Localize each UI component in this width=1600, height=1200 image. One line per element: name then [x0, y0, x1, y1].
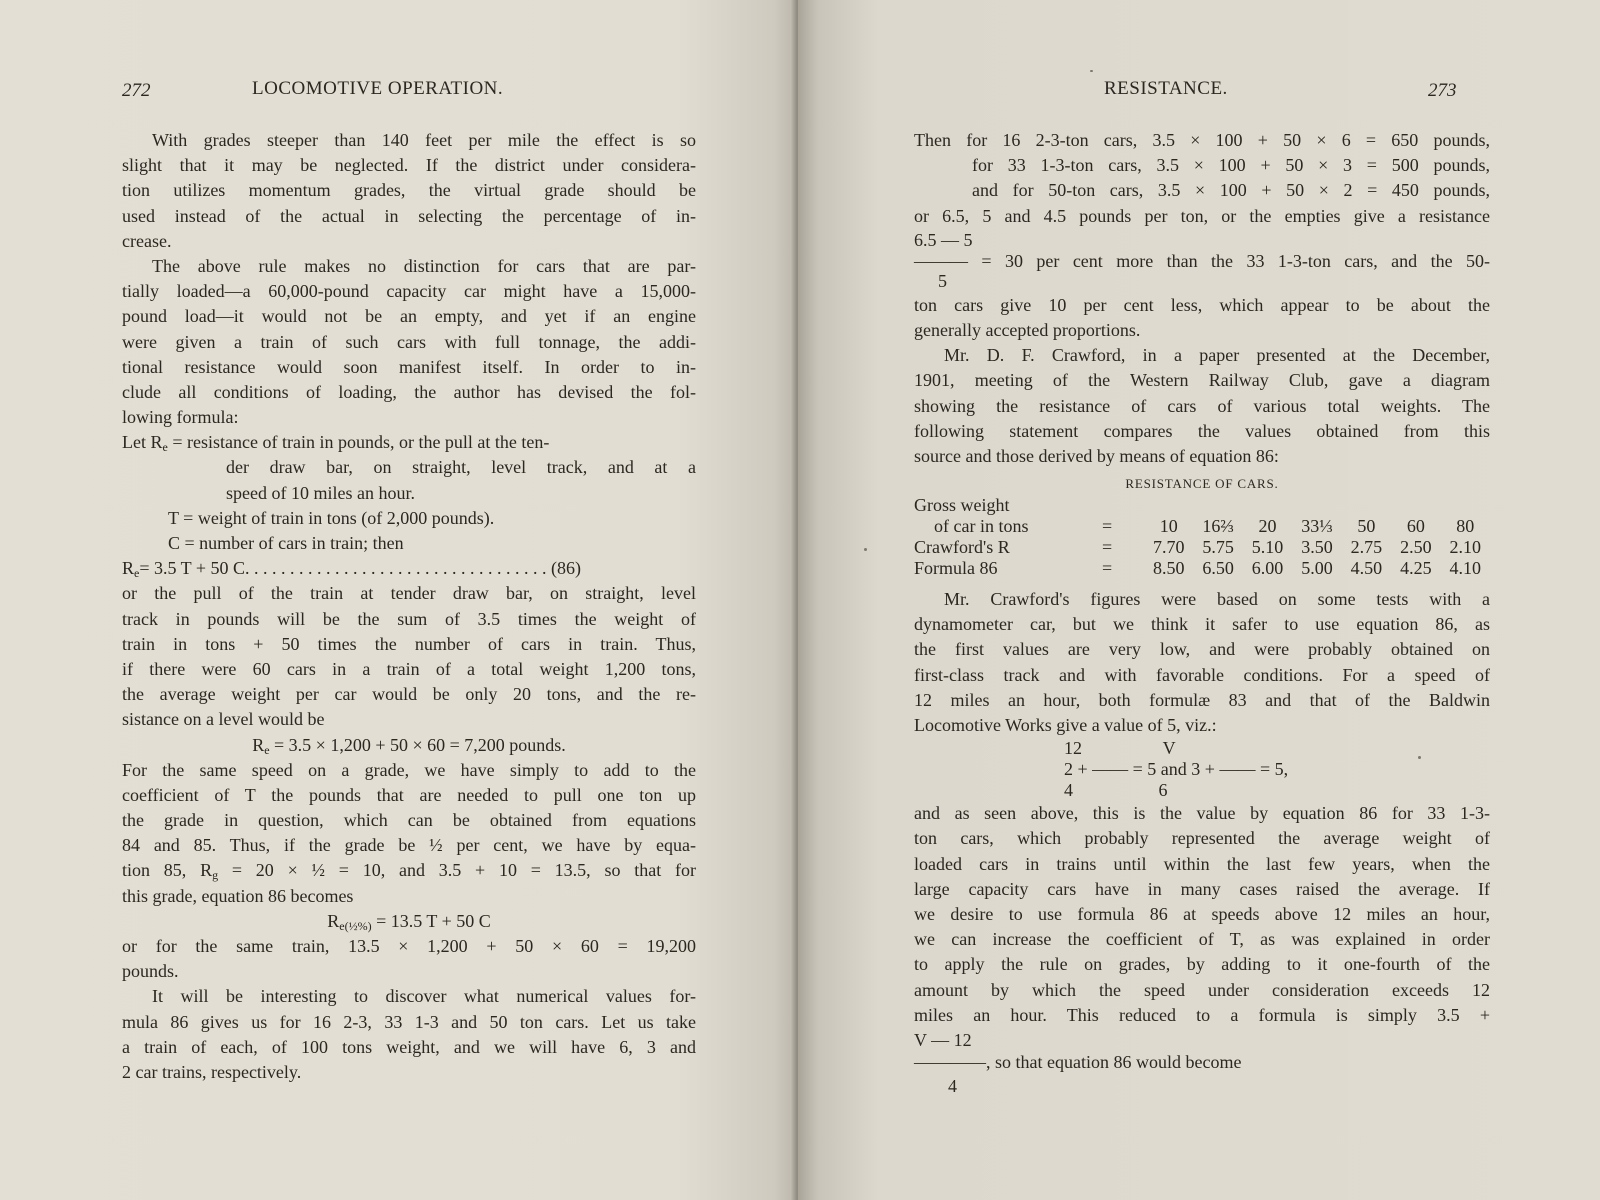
definition-c: C = number of cars in train; then: [168, 533, 404, 553]
table-cell-crawford: 2.10: [1449, 537, 1482, 558]
speed-formula: [914, 738, 1490, 801]
text-line: Then for 16 2-3-ton cars, 3.5 × 100 + 50 × 6 = 650 pounds,: [914, 130, 1490, 150]
text-line: speed of 10 miles an hour.: [226, 482, 415, 503]
text-line: ton cars give 10 per cent less, which appear to be about the: [914, 294, 1490, 315]
text-line: to apply the rule on grades, by adding to it one-fourth of the: [914, 954, 1490, 975]
text-line: a train of each, of 100 tons weight, and we will have 6, 3 and: [122, 1036, 696, 1057]
page-number-left: 272: [122, 80, 151, 101]
text-line: sistance on a level would be: [122, 709, 325, 730]
text-line: generally accepted proportions.: [914, 319, 1141, 340]
table-cell-crawford: 2.50: [1400, 537, 1432, 558]
text-line: large capacity cars have in many cases raised the average. If: [914, 878, 1490, 899]
equation-grade: $R_{e(\frac{1}{2}\%)} = 13.5$ T + 50 C: [327, 910, 491, 933]
paper-speck: [1090, 70, 1093, 72]
text-line: loaded cars in trains until within the last few years, when the: [914, 853, 1490, 874]
text-line: clude all conditions of loading, the author has devised the fol-: [122, 381, 696, 402]
text-line: were given a train of such cars with full tonnage, the addi-: [122, 331, 696, 352]
text-line: or for the same train, 13.5 × 1,200 + 50 × 60 = 19,200: [122, 936, 696, 956]
definition-re: Let $R_e$ = resistance of train in pounds, or the pull at the ten-: [122, 432, 550, 455]
table-label: of car in tons: [934, 516, 1029, 537]
table-cell-crawford: 7.70: [1152, 537, 1185, 558]
text-line: Mr. Crawford's figures were based on some tests with a: [944, 589, 1490, 610]
text-line: slight that it may be neglected. If the district under considera-: [122, 155, 696, 176]
text-line: tially loaded—a 60,000-pound capacity car might have a 15,000-: [122, 281, 696, 302]
text-line: coefficient of T the pounds that are needed to pull one ton up: [122, 784, 696, 805]
text-line: source and those derived by means of equation 86:: [914, 445, 1279, 466]
table-cell-crawford: 3.50: [1301, 537, 1333, 558]
table-title: RESISTANCE OF CARS.: [1125, 476, 1279, 492]
table-cell-weight: 80: [1456, 516, 1475, 537]
table-label: Crawford's R: [914, 537, 1010, 558]
table-cell-weight: 50: [1357, 516, 1376, 537]
text-line: For the same speed on a grade, we have simply to add to the: [122, 759, 696, 780]
fraction-numerator: 6.5 — 5: [914, 229, 973, 250]
table-cell-formula86: 4.50: [1350, 558, 1383, 579]
table-cell-formula86: 8.50: [1152, 558, 1185, 579]
running-head-left: LOCOMOTIVE OPERATION.: [252, 78, 504, 99]
paper-speck: [864, 548, 867, 551]
text-line: 2 car trains, respectively.: [122, 1061, 302, 1082]
left-page: [0, 0, 798, 1200]
text-line: amount by which the speed under consideration exceeds 12: [914, 979, 1490, 1000]
text-line: for 33 1-3-ton cars, 3.5 × 100 + 50 × 3 = 500 pounds,: [972, 155, 1490, 176]
resistance-table: [914, 495, 1490, 579]
text-line: or 6.5, 5 and 4.5 pounds per ton, or the empties give a resistance: [914, 205, 1490, 226]
text-line: der draw bar, on straight, level track, and at a: [226, 457, 696, 478]
table-cell-formula86: 6.00: [1251, 558, 1284, 579]
formula-bot: 4 6: [1064, 780, 1168, 801]
fraction-denominator: 5: [938, 270, 947, 291]
text-line: the first values are very low, and were probably obtained on: [914, 639, 1490, 660]
page-number-right: 273: [1428, 80, 1457, 101]
table-cell-crawford: 5.75: [1202, 537, 1234, 558]
left-column-text: [122, 128, 696, 1085]
table-label: Gross weight: [914, 495, 1010, 516]
text-line: tion utilizes momentum grades, the virtual grade should be: [122, 180, 696, 201]
table-eq: =: [1102, 516, 1113, 537]
text-line: mula 86 gives us for 16 2-3, 33 1-3 and 50 ton cars. Let us take: [122, 1011, 696, 1032]
text-line: tional resistance would soon manifest itself. In order to in-: [122, 356, 696, 377]
table-cell-weight: 33⅓: [1301, 516, 1333, 537]
text-line: used instead of the actual in selecting the percentage of in-: [122, 205, 696, 226]
text-line: or the pull of the train at tender draw bar, on straight, level: [122, 583, 696, 604]
text-line: and for 50-ton cars, 3.5 × 100 + 50 × 2 = 450 pounds,: [972, 180, 1490, 201]
table-row: [914, 495, 1490, 516]
right-column-text: [914, 128, 1490, 1099]
text-line: first-class track and with favorable conditions. For a speed of: [914, 664, 1490, 685]
text-line: Locomotive Works give a value of 5, viz.:: [914, 715, 1217, 735]
text-line-rg: tion 85, $R_g = 20$ × ½ = 10, and 3.5 + 10 = 13.5, so that for: [122, 860, 696, 883]
equation-level: $R_e = 3.5 \times 1,200 + 50 \times 60 = 7,200$ pounds.: [252, 734, 566, 757]
text-line: we can increase the coefficient of T, as was explained in order: [914, 929, 1490, 950]
table-cell-weight: 60: [1406, 516, 1425, 537]
table-cell-weight: 20: [1258, 516, 1277, 537]
text-line: this grade, equation 86 becomes: [122, 885, 354, 906]
text-line: With grades steeper than 140 feet per mile the effect is so: [152, 130, 696, 150]
table-eq: =: [1102, 558, 1113, 579]
table-cell-weight: 16⅔: [1202, 516, 1234, 537]
table-cell-weight: 10: [1159, 516, 1178, 537]
table-row: [914, 558, 1490, 579]
table-cell-formula86: 4.25: [1400, 558, 1432, 579]
text-line: if there were 60 cars in a train of a total weight 1,200 tons,: [122, 658, 696, 679]
fraction-line: ————, so that equation 86 would become: [914, 1051, 1242, 1072]
text-line: showing the resistance of cars of various total weights. The: [914, 395, 1490, 416]
text-line: train in tons + 50 times the number of cars in train. Thus,: [122, 633, 696, 654]
table-cell-formula86: 4.10: [1449, 558, 1482, 579]
formula-mid: 2 + —— = 5 and 3 + —— = 5,: [1064, 759, 1289, 780]
table-cell-formula86: 5.00: [1301, 558, 1333, 579]
text-line: following statement compares the values obtained from this: [914, 420, 1490, 441]
fraction-line: ——— = 30 per cent more than the 33 1-3-ton cars, and the 50-: [914, 250, 1490, 271]
text-line: the average weight per car would be only 20 tons, and the re-: [122, 684, 696, 705]
text-line: 1901, meeting of the Western Railway Club, gave a diagram: [914, 370, 1490, 391]
running-head-right: RESISTANCE.: [1104, 78, 1228, 99]
text-line: 12 miles an hour, both formulæ 83 and that of the Baldwin: [914, 689, 1490, 710]
text-line: miles an hour. This reduced to a formula is simply 3.5 +: [914, 1004, 1490, 1025]
text-line: crease.: [122, 230, 172, 251]
text-line: lowing formula:: [122, 407, 239, 428]
table-row: [914, 537, 1490, 558]
text-line: pounds.: [122, 961, 179, 982]
text-line: and as seen above, this is the value by equation 86 for 33 1-3-: [914, 803, 1490, 824]
table-cell-formula86: 6.50: [1202, 558, 1234, 579]
text-line: The above rule makes no distinction for cars that are par-: [152, 255, 696, 276]
table-eq: =: [1102, 537, 1113, 558]
text-line: the grade in question, which can be obtained from equations: [122, 810, 696, 831]
fraction-numerator: V — 12: [914, 1029, 972, 1050]
definition-t: T = weight of train in tons (of 2,000 pounds).: [168, 507, 495, 528]
text-line: track in pounds will be the sum of 3.5 times the weight of: [122, 608, 696, 629]
equation-86: $R_e= 3.5$ T + 50 C. . . . . . . . . . . . . . . . . . . . . . . . . . . . . . . . . . (86): [122, 558, 581, 581]
text-line: we desire to use formula 86 at speeds above 12 miles an hour,: [914, 903, 1490, 924]
text-line: dynamometer car, but we think it safer to use equation 86, as: [914, 614, 1490, 635]
formula-top: 12 V: [1064, 738, 1176, 759]
text-line: 84 and 85. Thus, if the grade be ½ per cent, we have by equa-: [122, 835, 696, 856]
text-line: Mr. D. F. Crawford, in a paper presented at the December,: [944, 345, 1490, 366]
text-line: ton cars, which probably represented the average weight of: [914, 828, 1490, 849]
table-cell-crawford: 5.10: [1251, 537, 1284, 558]
table-label: Formula 86: [914, 558, 998, 579]
fraction-denominator: 4: [948, 1075, 957, 1096]
text-line: It will be interesting to discover what numerical values for-: [152, 986, 696, 1007]
table-cell-crawford: 2.75: [1350, 537, 1383, 558]
text-line: pound load—it would not be an empty, and yet if an engine: [122, 306, 696, 327]
table-row: [914, 516, 1490, 537]
